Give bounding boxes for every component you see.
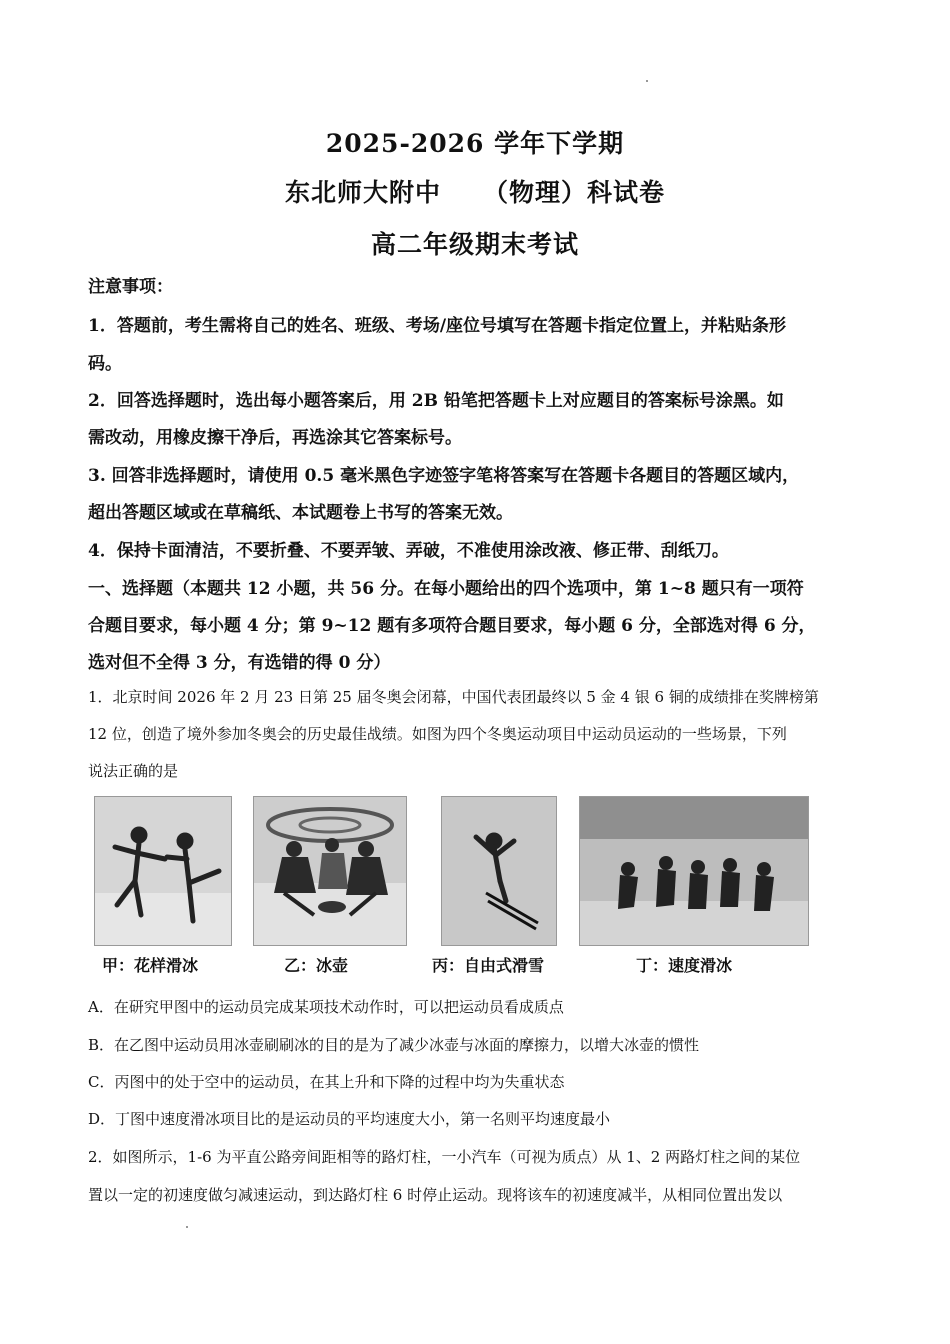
exam-school-subject bbox=[0, 173, 950, 209]
scan-speck bbox=[646, 80, 648, 82]
freestyle-skiing-sketch bbox=[442, 797, 556, 945]
note-3-line-2: 超出答题区域或在草稿纸、本试题卷上书写的答案无效。 bbox=[88, 503, 513, 523]
scan-speck bbox=[186, 1226, 188, 1228]
caption-freestyle-skiing: 丙：自由式滑雪 bbox=[432, 956, 545, 975]
q2-stem-line-2: 置以一定的初速度做匀减速运动，到达路灯柱 6 时停止运动。现将该车的初速度减半，从相同位置出发以 bbox=[88, 1186, 783, 1204]
section-1-line-1: 一、选择题（本题共 12 小题，共 56 分。在每小题给出的四个选项中，第 1~8 题只有一项符 bbox=[88, 579, 804, 599]
curling-sketch bbox=[254, 797, 406, 945]
note-4: 4．保持卡面清洁，不要折叠、不要弄皱、弄破，不准使用涂改液、修正带、刮纸刀。 bbox=[88, 541, 729, 561]
subject-name: （物理）科试卷 bbox=[483, 178, 666, 207]
exam-name: 高二年级期末考试 bbox=[370, 230, 579, 259]
q2-stem-line-1: 2．如图所示，1-6 为平直公路旁间距相等的路灯柱，一小汽车（可视为质点）从 1、2 两路灯柱之间的某位 bbox=[88, 1148, 801, 1166]
note-3-line-1: 3. 回答非选择题时，请使用 0.5 毫米黑色字迹签字笔将答案写在答题卡各题目的答题区域内， bbox=[88, 466, 800, 486]
speed-skating-image bbox=[579, 796, 809, 946]
caption-speed-skating: 丁：速度滑冰 bbox=[636, 956, 733, 975]
caption-figure-skating: 甲：花样滑冰 bbox=[102, 956, 199, 975]
notes-heading: 注意事项： bbox=[88, 277, 173, 297]
figure-skating-image bbox=[94, 796, 232, 946]
curling-image bbox=[253, 796, 407, 946]
figure-skating-sketch bbox=[95, 797, 231, 945]
q1-option-d: D．丁图中速度滑冰项目比的是运动员的平均速度大小，第一名则平均速度最小 bbox=[88, 1110, 611, 1128]
q1-option-b: B．在乙图中运动员用冰壶刷刷冰的目的是为了减少冰壶与冰面的摩擦力，以增大冰壶的惯性 bbox=[88, 1036, 700, 1054]
q1-option-a: A．在研究甲图中的运动员完成某项技术动作时，可以把运动员看成质点 bbox=[88, 998, 564, 1016]
section-1-line-3: 选对但不全得 3 分，有选错的得 0 分） bbox=[88, 653, 391, 673]
caption-curling: 乙：冰壶 bbox=[284, 956, 349, 975]
note-1-line-2: 码。 bbox=[88, 354, 122, 374]
exam-term: 2025-2026 学年下学期 bbox=[325, 129, 625, 158]
q1-stem-line-2: 12 位，创造了境外参加冬奥会的历史最佳战绩。如图为四个冬奥运动项目中运动员运动的一些场景，下列 bbox=[88, 725, 787, 743]
section-1-line-2: 合题目要求，每小题 4 分；第 9~12 题有多项符合题目要求，每小题 6 分，全部选对得 6 分， bbox=[88, 616, 816, 636]
q1-stem-line-3: 说法正确的是 bbox=[88, 762, 179, 780]
freestyle-skiing-image bbox=[441, 796, 557, 946]
note-2-line-1: 2．回答选择题时，选出每小题答案后，用 2B 铅笔把答题卡上对应题目的答案标号涂黑。如 bbox=[88, 391, 784, 411]
speed-skating-sketch bbox=[580, 797, 808, 945]
note-2-line-2: 需改动，用橡皮擦干净后，再选涂其它答案标号。 bbox=[88, 428, 462, 448]
q1-option-c: C．丙图中的处于空中的运动员，在其上升和下降的过程中均为失重状态 bbox=[88, 1073, 565, 1091]
q1-stem-line-1: 1．北京时间 2026 年 2 月 23 日第 25 届冬奥会闭幕，中国代表团最终以 5 金 4 银 6 铜的成绩排在奖牌榜第 bbox=[88, 688, 819, 706]
school-name: 东北师大附中 bbox=[284, 178, 441, 207]
q1-figure bbox=[88, 796, 818, 986]
note-1-line-1: 1．答题前，考生需将自己的姓名、班级、考场/座位号填写在答题卡指定位置上，并粘贴条形 bbox=[88, 316, 787, 336]
